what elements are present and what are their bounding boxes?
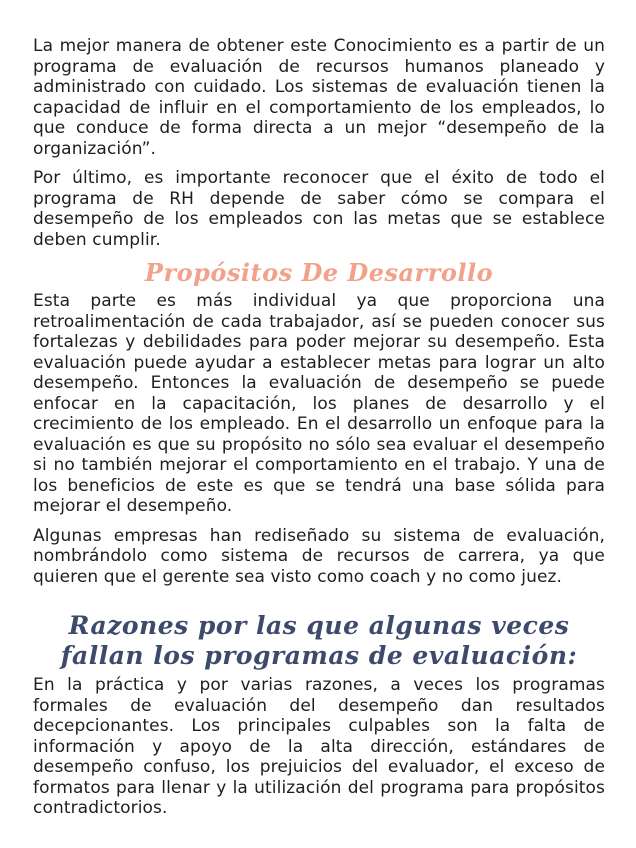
- heading-razones-line-1: Razones por las que algunas veces: [68, 611, 570, 640]
- desarrollo-paragraph-2: Algunas empresas han rediseñado su sistema de evaluación, nombrándolo como sistema de recursos de carrera, ya que quieren que el gerente sea visto como coach y no como juez.: [33, 525, 605, 587]
- intro-paragraph-1: La mejor manera de obtener este Conocimiento es a partir de un programa de evaluación de recursos humanos planeado y administrado con cuidado. Los sistemas de evaluación tienen la capacidad de influir en el comportamiento de los empleados, lo que conduce de forma directa a un mejor “desempeño de la organización”.: [33, 36, 605, 159]
- intro-paragraph-2: Por último, es importante reconocer que el éxito de todo el programa de RH depende de saber cómo se compara el desempeño de los empleados con las metas que se establece deben cumplir.: [33, 168, 605, 250]
- heading-razones-fallan: [33, 611, 605, 671]
- desarrollo-paragraph-1: Esta parte es más individual ya que proporciona una retroalimentación de cada trabajador, así se pueden conocer sus fortalezas y debilidades para poder mejorar su desempeño. Esta evaluación puede ayudar a establecer metas para lograr un alto desempeño. Entonces la evaluación de desempeño se puede enfocar en la capacitación, los planes de desarrollo y el crecimiento de los empleado. En el desarrollo un enfoque para la evaluación es que su propósito no sólo sea evaluar el desempeño si no también mejorar el comportamiento en el trabajo. Y una de los beneficios de este es que se tendrá una base sólida para mejorar el desempeño.: [33, 291, 605, 516]
- document-page: [33, 36, 605, 828]
- heading-razones-line-2: fallan los programas de evaluación:: [60, 641, 578, 670]
- razones-paragraph-1: En la práctica y por varias razones, a veces los programas formales de evaluación del desempeño dan resultados decepcionantes. Los principales culpables son la falta de información y apoyo de la alta dirección, estándares de desempeño confuso, los prejuicios del evaluador, el exceso de formatos para llenar y la utilización del programa para propósitos contradictorios.: [33, 675, 605, 818]
- heading-propositos-desarrollo: Propósitos De Desarrollo: [144, 258, 494, 287]
